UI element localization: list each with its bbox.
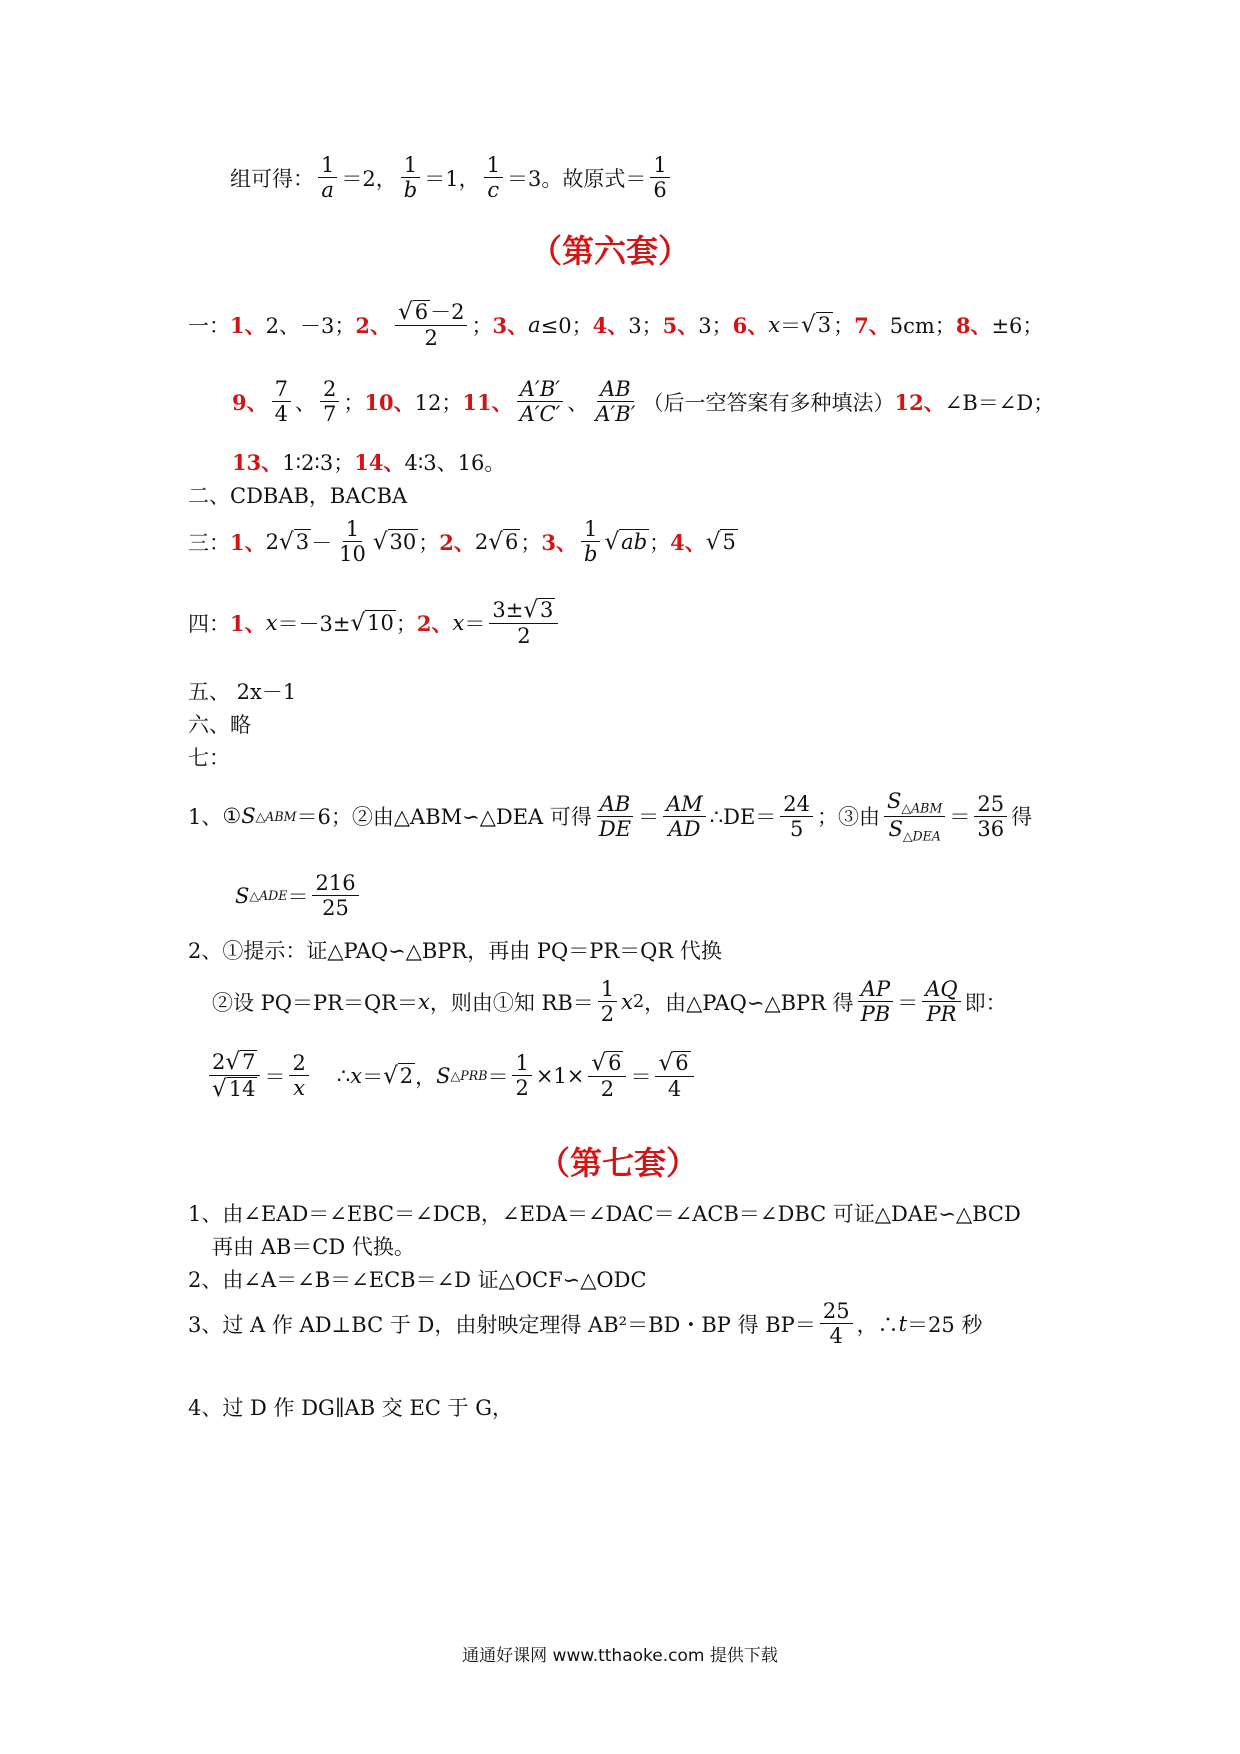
set6-part7-q2-line1: 2、①提示：证△PAQ∽△BPR，再由 PQ＝PR＝QR 代换: [188, 939, 722, 963]
set6-title: （第六套）: [530, 232, 691, 270]
set6-part2: 二、CDBAB，BACBA: [188, 484, 408, 508]
set6-part1-line2: 9、 $\frac{7}{4}$ 、 $\frac{2}{7}$ ； 10、 12； 11、 $\frac{A'B'}{A'C'}$ 、 $\frac{AB}{A'B'}$ （后一空答案有多种填法） 12、 ∠B＝∠D；: [232, 377, 1055, 427]
page-footer: 通通好课网 www.tthaoke.com 提供下载: [462, 1646, 778, 1666]
set6-part5: 五、 2x－1: [188, 680, 297, 704]
set6-part1-line3: 13、 1∶2∶3； 14、 4∶3、16。: [232, 450, 506, 475]
set7-q4: 4、过 D 作 DG∥AB 交 EC 于 G，: [188, 1396, 514, 1420]
set7-q1: 1、由∠EAD＝∠EBC＝∠DCB，∠EDA＝∠DAC＝∠ACB＝∠DBC 可证△DAE∽△BCD: [188, 1202, 1021, 1226]
top-line: 组可得： $\frac{1}{a}$ ＝2， $\frac{1}{b}$ ＝1， $\frac{1}{c}$ ＝3。 故原式＝ $\frac{1}{6}$: [230, 154, 674, 201]
set6-part1-line1: 一： 1、 2、－3； 2、 √ 6 －2 2 ； 3、 a ≤0； 4、 3； 5、 3； 6、 x ＝ √ 3 ； 7、 5cm； 8、 ±6；: [188, 299, 1044, 351]
set6-part4: 四： 1、 x ＝－3± √ 10 ； 2、 x ＝ 3± √ 3 2: [188, 598, 562, 647]
set6-part7-q2-line3: 2 √ 7 √ 14 ＝ $\frac{2}{x}$ ∴ x ＝ √ 2 ， S △PRB ＝ $\frac{1}{2}$ ×1× √ 6 2 ＝ √ 6 4: [205, 1050, 698, 1101]
set6-part7-q2-line2: ②设 PQ＝PR＝QR＝ x ，则由①知 RB＝ $\frac{1}{2}$ x 2 ，由△PAQ∽△BPR 得 $\frac{AP}{PB}$ ＝ $\frac{AQ}{PR}$ 即：: [212, 977, 1007, 1027]
set6-part7-q1: 1、 ① S △ABM ＝6；②由△ABM∽△DEA 可得 $\frac{AB}{DE}$ ＝ $\frac{AM}{AD}$ ∴DE＝ $\frac{24}{5}$ ；③由 $\frac{S_{\triangle ABM}}{S_{\triangle DEA}}$ ＝ $\frac{25}{36}$ 得: [188, 789, 1033, 844]
set7-q2: 2、由∠A＝∠B＝∠ECB＝∠D 证△OCF∽△ODC: [188, 1268, 647, 1292]
set7-title: （第七套）: [538, 1144, 699, 1182]
set7-q1b: 再由 AB＝CD 代换。: [212, 1235, 415, 1259]
set6-part7-label: 七：: [188, 746, 230, 770]
set6-part7-q1-result: S △ADE ＝ $\frac{216}{25}$: [235, 872, 363, 919]
set7-q3: 3、过 A 作 AD⊥BC 于 D，由射映定理得 AB²＝BD・BP 得 BP＝ $\frac{25}{4}$ ，∴ t ＝25 秒: [188, 1299, 983, 1349]
set6-part6: 六、略: [188, 713, 251, 737]
set6-part3: 三： 1、 2 √ 3 － $\frac{1}{10}$ √ 30 ； 2、 2 √ 6 ； 3、 $\frac{1}{b}$ √ ab ； 4、 √ 5: [188, 517, 736, 567]
